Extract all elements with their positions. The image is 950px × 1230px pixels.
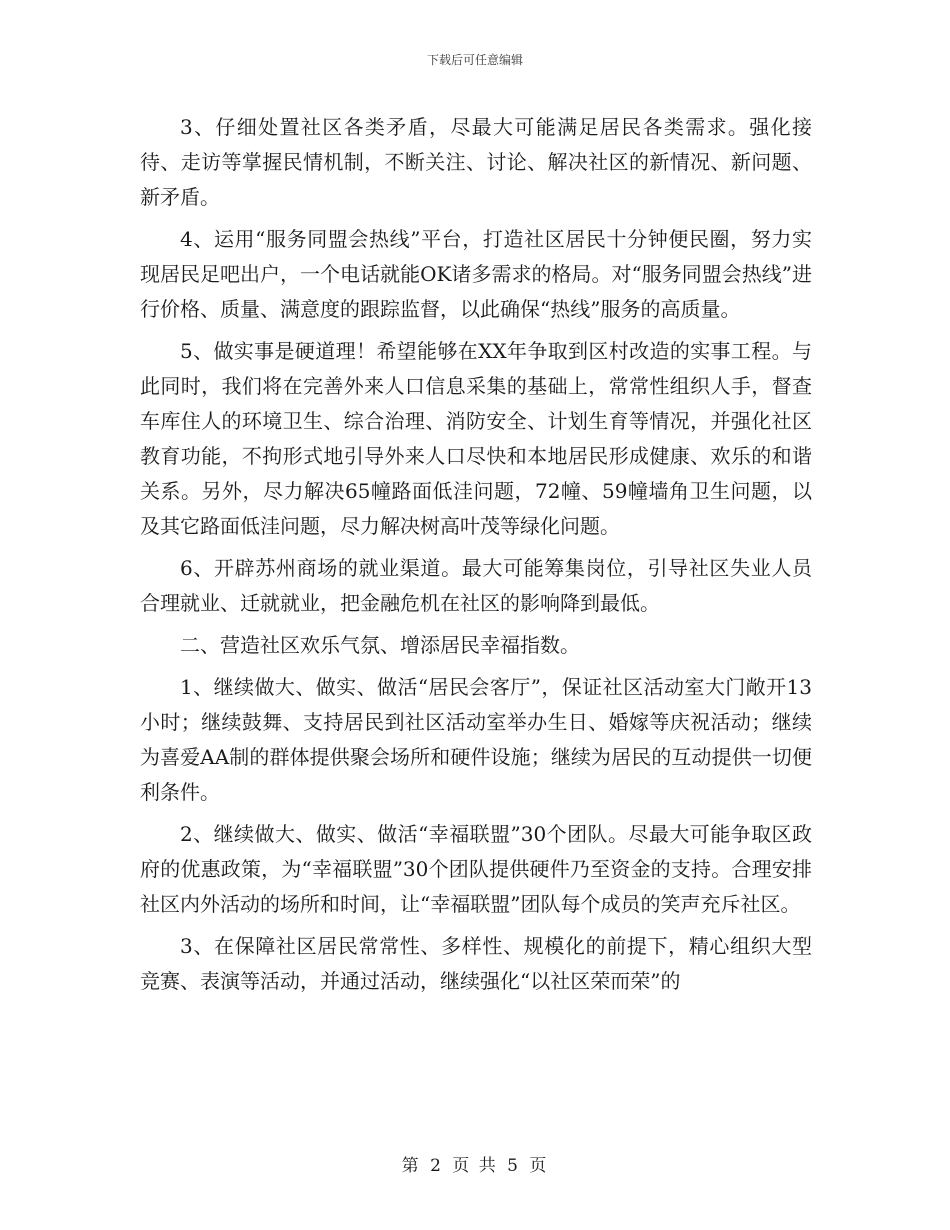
footer-suffix: 页: [529, 1156, 549, 1176]
paragraph-item-1-living-room: 1、继续做大、做实、做活“居民会客厅”，保证社区活动室大门敞开13小时；继续鼓舞、支持居民到社区活动室举办生日、婚嫁等庆祝活动；继续为喜爱AA制的群体提供聚会场所和硬件设施；继续为居民的互动提供一切便利条件。: [140, 675, 812, 804]
section-heading-two: 二、营造社区欢乐气氛、增添居民幸福指数。: [180, 633, 580, 657]
page-footer: [0, 1156, 950, 1176]
footer-middle: 页 共: [452, 1156, 498, 1176]
paragraph-item-3-handle-conflicts: 3、仔细处置社区各类矛盾，尽最大可能满足居民各类需求。强化接待、走访等掌握民情机制，不断关注、讨论、解决社区的新情况、新问题、新矛盾。: [140, 115, 812, 209]
footer-total-pages: 5: [507, 1156, 520, 1176]
paragraph-item-4-service-hotline: 4、运用“服务同盟会热线”平台，打造社区居民十分钟便民圈，努力实现居民足吧出户，一个电话就能OK诸多需求的格局。对“服务同盟会热线”进行价格、质量、满意度的跟踪监督，以此确保“热线”服务的高质量。: [140, 227, 812, 321]
paragraph-item-6-employment: 6、开辟苏州商场的就业渠道。最大可能筹集岗位，引导社区失业人员合理就业、迁就就业，把金融危机在社区的影响降到最低。: [140, 556, 812, 615]
footer-prefix: 第: [401, 1156, 421, 1176]
paragraph-item-3-events: 3、在保障社区居民常常性、多样性、规模化的前提下，精心组织大型竞赛、表演等活动，并通过活动，继续强化“以社区荣而荣”的: [140, 934, 812, 993]
document-body: [140, 110, 812, 1006]
paragraph-item-2-happiness-alliance: 2、继续做大、做实、做活“幸福联盟”30个团队。尽最大可能争取区政府的优惠政策，为“幸福联盟”30个团队提供硬件乃至资金的支持。合理安排社区内外活动的场所和时间，让“幸福联盟”团队每个成员的笑声充斥社区。: [140, 822, 812, 916]
footer-page-number: 2: [430, 1156, 443, 1176]
paragraph-item-5-practical-work: 5、做实事是硬道理！希望能够在XX年争取到区村改造的实事工程。与此同时，我们将在完善外来人口信息采集的基础上，常常性组织人手，督查车库住人的环境卫生、综合治理、消防安全、计划生育等情况，并强化社区教育功能，不拘形式地引导外来人口尽快和本地居民形成健康、欢乐的和谐关系。另外，尽力解决65幢路面低洼问题，72幢、59幢墙角卫生问题，以及其它路面低洼问题，尽力解决树高叶茂等绿化问题。: [140, 339, 812, 538]
page-header-note: 下载后可任意编辑: [426, 53, 523, 67]
